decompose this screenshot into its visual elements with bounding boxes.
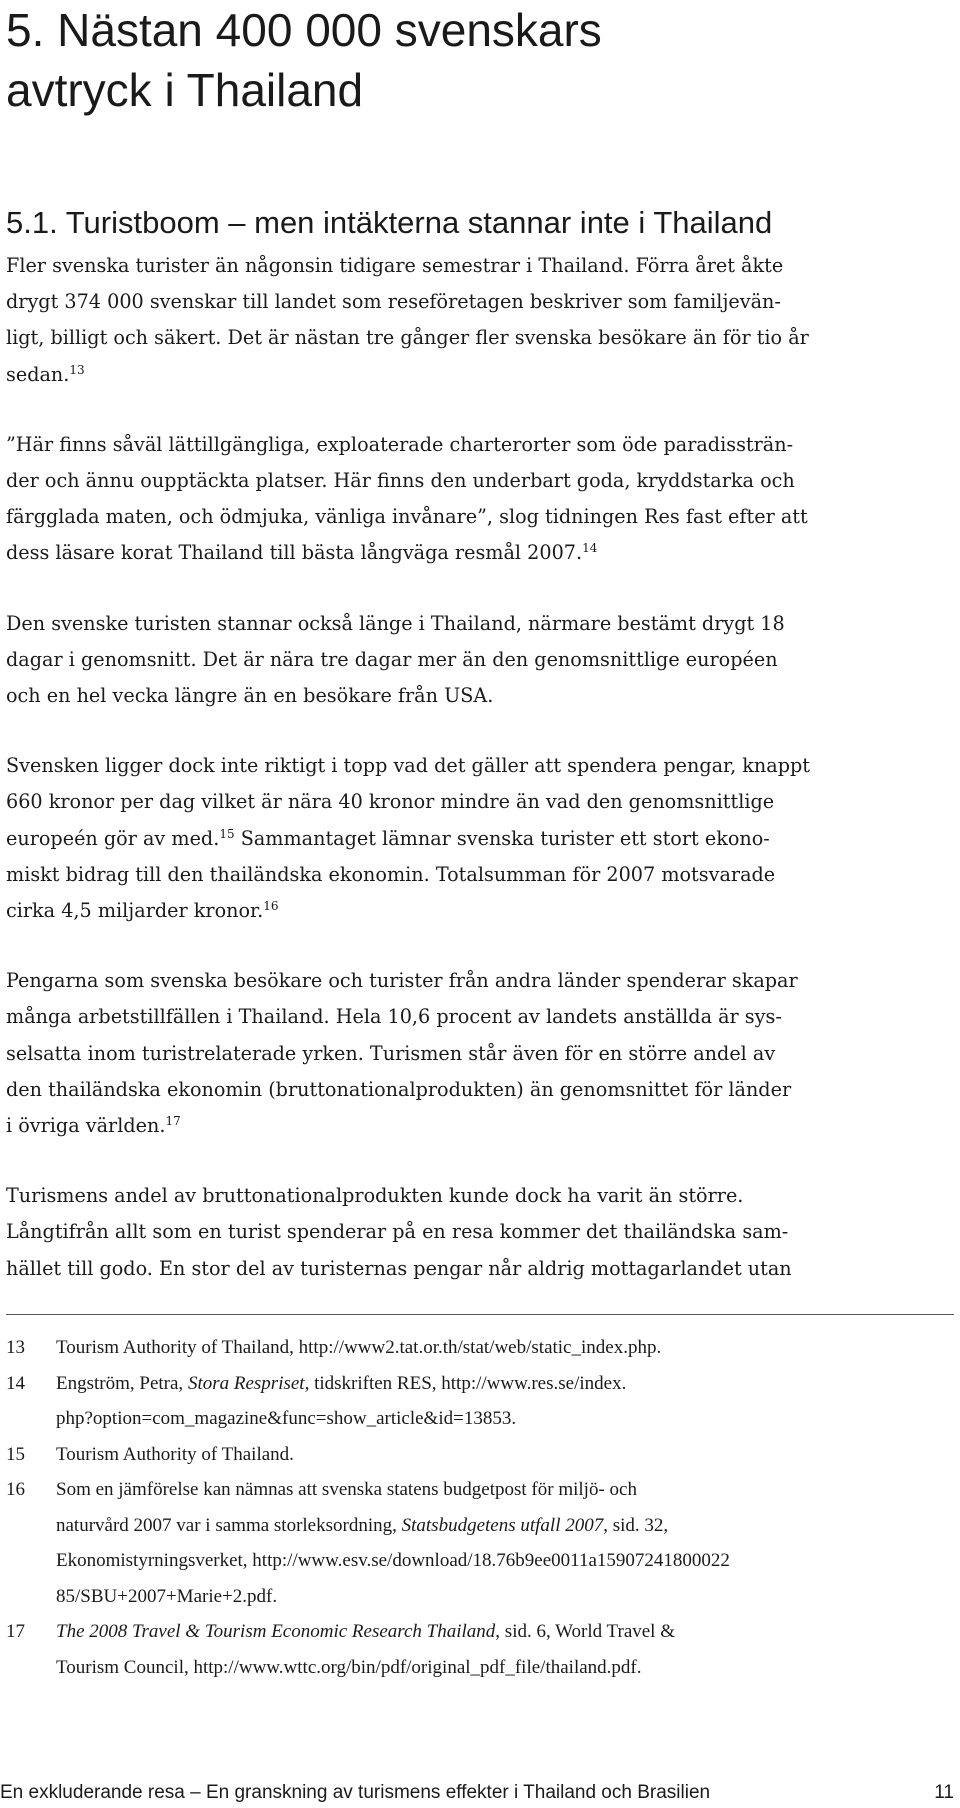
footnote (6, 1330, 958, 1366)
text-fragment: , sid. 6, World Travel & (495, 1621, 675, 1642)
text-fragment: dess läsare korat Thailand till bästa långväga resmål 2007. (6, 541, 583, 565)
text-line: den thailändska ekonomin (bruttonationalprodukten) än genomsnittet för länder (6, 1077, 792, 1101)
text-line: ligt, billigt och säkert. Det är nästan tre gånger fler svenska besökare än för tio år (6, 326, 809, 350)
text-line: Långtifrån allt som en turist spenderar på en resa kommer det thailändska sam- (6, 1220, 789, 1244)
paragraph (6, 748, 958, 929)
footnote-ref[interactable]: 14 (582, 541, 598, 556)
text-line: der och ännu oupptäckta platser. Här finns den underbart goda, kryddstarka och (6, 469, 795, 493)
chapter-title (6, 0, 926, 120)
text-line: selsatta inom turistrelaterade yrken. Turismen står även för en större andel av (6, 1041, 776, 1065)
text-line: och en hel vecka längre än en besökare från USA. (6, 684, 494, 708)
footnote-line (56, 1614, 958, 1650)
text-line (6, 357, 958, 393)
footnote-ref[interactable]: 17 (165, 1114, 181, 1129)
text-fragment: naturvård 2007 var i samma storleksordning, (56, 1514, 402, 1536)
paragraph (6, 427, 958, 572)
footnotes (6, 1330, 958, 1685)
section-title: 5.1. Turistboom – men intäkterna stannar inte i Thailand (6, 205, 773, 240)
footnote-line: php?option=com_magazine&func=show_article&id=13853. (56, 1408, 517, 1429)
footnote-line: Som en jämförelse kan nämnas att svenska statens budgetpost för miljö- och (56, 1479, 637, 1500)
text-line: Fler svenska turister än någonsin tidigare semestrar i Thailand. Förra året åkte (6, 254, 784, 277)
text-line: ”Här finns såväl lättillgängliga, exploaterade charterorter som öde paradissträn- (6, 432, 794, 456)
footnote-number: 16 (6, 1479, 25, 1500)
footnote-divider (6, 1314, 954, 1315)
text-line: hället till godo. En stor del av turisternas pengar når aldrig mottagarlandet utan (6, 1256, 792, 1280)
publication-title: The 2008 Travel & Tourism Economic Research Thailand (56, 1621, 496, 1642)
text-line: drygt 374 000 svenskar till landet som reseföretagen beskriver som familjevän- (6, 290, 781, 314)
text-line: Pengarna som svenska besökare och turister från andra länder spenderar skapar (6, 969, 798, 993)
footnote (6, 1614, 958, 1685)
text-line (6, 535, 958, 571)
footnote-line: Tourism Authority of Thailand. (56, 1443, 294, 1465)
footnote (6, 1472, 958, 1614)
text-fragment: Sammantaget lämnar svenska turister ett stort ekono- (234, 826, 770, 850)
text-line (6, 1108, 958, 1144)
text-line: Svensken ligger dock inte riktigt i topp vad det gäller att spendera pengar, knappt (6, 754, 811, 778)
paragraph (6, 248, 958, 393)
footnote-ref[interactable]: 13 (69, 362, 85, 377)
publication-title: Stora Respriset (187, 1372, 305, 1394)
footnote-number: 13 (6, 1337, 25, 1358)
footnote-line (56, 1508, 958, 1544)
text-line: Den svenske turisten stannar också länge i Thailand, närmare bestämt drygt 18 (6, 611, 785, 635)
text-line (6, 821, 958, 857)
paragraph (6, 1178, 958, 1287)
footnote-line (56, 1366, 958, 1402)
page-footer (0, 1778, 960, 1808)
footnote-line: Ekonomistyrningsverket, http://www.esv.se/download/18.76b9ee0011a15907241800022 (56, 1550, 730, 1571)
text-fragment: Engström, Petra, (56, 1372, 188, 1394)
footnote-line: Tourism Authority of Thailand, http://www2.tat.or.th/stat/web/static_index.php. (56, 1337, 662, 1358)
paragraph (6, 963, 958, 1144)
text-fragment: i övriga världen. (6, 1114, 166, 1138)
publication-title: Statsbudgetens utfall 2007 (401, 1514, 604, 1536)
body-text (6, 248, 958, 1321)
text-line: färgglada maten, och ödmjuka, vänliga invånare”, slog tidningen Res fast efter att (6, 505, 808, 529)
running-footer-title: En exkluderande resa – En granskning av turismens effekter i Thailand och Brasilien (0, 1782, 711, 1803)
footnote-line: Tourism Council, http://www.wttc.org/bin/pdf/original_pdf_file/thailand.pdf. (56, 1656, 642, 1678)
text-line: 660 kronor per dag vilket är nära 40 kronor mindre än vad den genomsnittlige (6, 790, 775, 814)
text-fragment: cirka 4,5 miljarder kronor. (6, 899, 264, 923)
footnote-ref[interactable]: 16 (263, 899, 279, 914)
footnote-number: 14 (6, 1372, 25, 1394)
page-number: 11 (934, 1782, 954, 1803)
text-line (6, 893, 958, 929)
footnote-ref[interactable]: 15 (219, 826, 235, 841)
text-line: miskt bidrag till den thailändska ekonomin. Totalsumman för 2007 motsvarade (6, 862, 776, 886)
chapter-title-line: avtryck i Thailand (6, 64, 364, 116)
footnote-number: 15 (6, 1443, 25, 1465)
text-fragment: sedan. (6, 362, 70, 386)
footnote (6, 1437, 958, 1473)
paragraph (6, 606, 958, 715)
text-line: många arbetstillfällen i Thailand. Hela 10,6 procent av landets anställda är sys- (6, 1005, 782, 1029)
text-line: dagar i genomsnitt. Det är nära tre dagar mer än den genomsnittlige européen (6, 647, 778, 671)
text-fragment: europeén gör av med. (6, 826, 220, 850)
text-fragment: , sid. 32, (603, 1514, 669, 1536)
text-fragment: , tidskriften RES, http://www.res.se/index. (304, 1372, 627, 1394)
footnote-number: 17 (6, 1621, 25, 1642)
footnote (6, 1366, 958, 1437)
text-line: Turismens andel av bruttonationalprodukten kunde dock ha varit än större. (6, 1184, 744, 1208)
chapter-title-line: 5. Nästan 400 000 svenskars (6, 4, 602, 56)
footnote-line: 85/SBU+2007+Marie+2.pdf. (56, 1585, 278, 1607)
